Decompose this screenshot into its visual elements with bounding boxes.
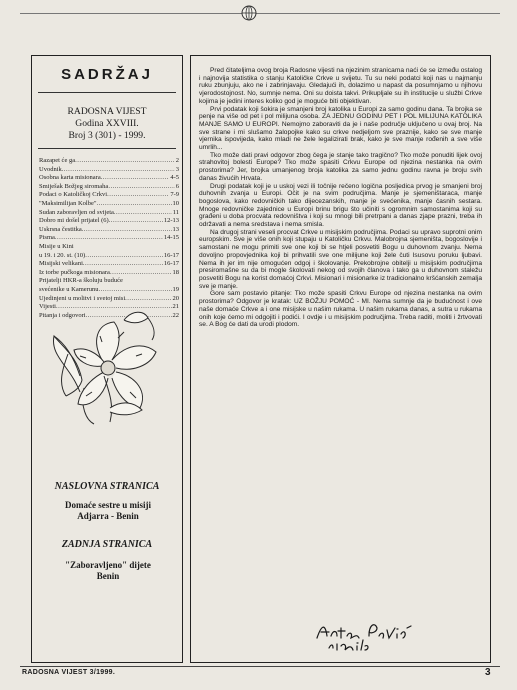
editorial-paragraph: Drugi podatak koji je u uskoj vezi ili točnije rečeno logična posljedica prvog je smanjeni broj duhovnih zvanja u Europi. Očit je na svim područjima. Manje je sjemeništaraca, manje bogoslova, kako redovničkih tako dijecezanskih, manje je svećenika, manje časnih sestara. Mnoge redovničke zajednice u Europi brinu brigu što učiniti s ogromnim samostanima koji su građeni u doba procvata redovništva i koji su mnogi bili pretrpani a danas zjapе prazni, treba ih održavati a nema sredstava i nema smisla. [199, 182, 482, 229]
toc-entry[interactable]: Razapet će ga ..... 2 [39, 157, 179, 166]
contents-heading: SADRŽAJ [61, 66, 153, 83]
toc-entry[interactable]: "Maksimilijan Kolbe" ..... 10 [39, 200, 179, 209]
toc-entry[interactable]: Dobro mi došel prijatel (6) ..... 12-13 [39, 217, 179, 226]
globe-icon [241, 5, 257, 21]
flower-illustration [40, 296, 168, 428]
back-cover-caption: "Zaboravljeno" dijete Benin [65, 560, 151, 581]
page-number: 3 [485, 667, 491, 678]
contents-rule-bottom [38, 148, 176, 149]
front-cover-caption: Domaće sestre u misiji Adjarra - Benin [64, 500, 152, 521]
toc-entry[interactable]: Ujedinjeni u molitvi i svetoj misi ..... 20 [39, 295, 179, 304]
header-rule [20, 13, 500, 14]
toc-entry[interactable]: Uvodnik ..... 3 [39, 166, 179, 175]
contents-rule-top [38, 92, 176, 93]
editorial-text [199, 67, 482, 329]
back-cover-heading: ZADNJA STRANICA [61, 539, 153, 550]
toc-entry[interactable]: Pitanja i odgovori ..... 22 [39, 312, 179, 321]
publication-volume: Godina XXVIII. [75, 118, 139, 129]
footer-publication: RADOSNA VIJEST 3/1999. [22, 669, 116, 676]
toc-entry[interactable]: Misijski velikani ..... 16-17 [39, 260, 179, 269]
toc-entry[interactable]: Iz torbe pučkoga misionara ..... 18 [39, 269, 179, 278]
toc-entry[interactable]: Podaci o Katoličkoj Crkvi ..... 7-9 [39, 191, 179, 200]
toc-entry[interactable]: u 19. i 20. st. (10) ..... 16-17 [39, 252, 179, 261]
toc-entry[interactable]: Uskrsna čestitka ..... 13 [39, 226, 179, 235]
editor-signature [311, 616, 431, 656]
toc-entry[interactable]: Sudan zaboravljen od svijeta ..... 11 [39, 209, 179, 218]
toc-entry[interactable]: Vijesti ..... 21 [39, 303, 179, 312]
publication-name: RADOSNA VIJEST [67, 106, 147, 117]
editorial-paragraph: Pred čitateljima ovog broja Radosne vijesti na njezinim stranicama naći će se između ostalog i najnovija statistika o stanju Katoličke Crkve u svijetu. Tu su neki podatci koji nas u najmanju ruku zbunjuju, ako ne i zabrinjavaju. Gledajući ih, dolazimo u napast da posumnjamo u njihovu vjerodostojnost. No, sumnje nema. Oni su doista takvi. Prikupljale su ih institucije u službi Crkve kojima je jedini interes koliko god je moguće biti objektivan. [199, 67, 482, 105]
toc-entry[interactable]: Osobna karta misionara ..... 4-5 [39, 174, 179, 183]
toc-entry[interactable]: Prijatelji HKR-a školuju buduće [39, 277, 123, 285]
editorial-paragraph: Na drugoj strani veseli procvat Crkve u misijskim područjima. Podaci su upravo suprotni onim europskim. Sve je više onih koji stupaju u Katoličku Crkvu. Malobrojna sjemeništa, bogoslovije i samostani ne mogu primiti sve one koji bi se htjeli posvetiti Bogu u duhovnom zvanju. Nema dovoljno propovjednika koji bi prihvatili sve one milijune koji žele čuti Isusovu poruku ljubavi. Nema ih jer im nije omogućen odgoj i školovanje. Prekobrojne obitelji u misijskim područjima presiromašne su da bi mogle školovati nekog od svojih članova i tako ga u duhovnom staležu posvetiti Bogu na korist domaćoj Crkvi. Misionari i misionarke iz tradicionalno kršćanskih zemalja sve je manje. [199, 228, 482, 290]
toc-entry[interactable]: svećenike u Kamerunu ..... 19 [39, 286, 179, 295]
editorial-paragraph: Prvi podatak koji šokira je smanjeni broj katolika u Europi za samo godinu dana. Ta brojka se penje na više od pet i pol milijuna osoba. ZA JEDNU GODINU PET I POL MILIJUNA KATOLIKA MANJE SAMO U EUROPI. Nemojmo zaboraviti da je i naše područje uključeno u ovaj broj. Na sve strane i mi slušamo žalopojke kako su crkve nedjeljom sve praznije, kako se sve manje vjernika ispovijeda, kako mladi ne žele legalizirati brak, kako je sve manje rođenih a sve više umrlih... [199, 105, 482, 152]
contents-box [31, 55, 183, 663]
editorial-box [190, 55, 491, 663]
front-cover-heading: NASLOVNA STRANICA [54, 481, 160, 492]
toc-entry[interactable]: Misije u Kini [39, 242, 74, 250]
toc-entry[interactable]: Pisma ..... 14-15 [39, 234, 179, 243]
publication-issue: Broj 3 (301) - 1999. [68, 130, 146, 141]
editorial-paragraph: Gore sam postavio pitanje: Tko može spasiti Crkvu Europe od njezina nestanka na ovim prostorima? Odgovor je kratak: UZ BOŽJU POMOĆ - MI. Nema sumnje da je budućnost i ove naše domaće Crkve a i one misijske u našim rukama. U našim rukama danas, a sutra u rukama onih koje ćemo mi odgojiti i podići. I ovdje i u misijskim područjima. Treba raditi, moliti i žrtvovati se. A Bog će dati da urodi plodom. [199, 290, 482, 329]
toc-entry[interactable]: Smiješak Božjeg siromaha ..... 6 [39, 183, 179, 192]
footer-rule [20, 666, 500, 667]
editorial-paragraph: Tko može dati pravi odgovor zbog čega je stanje tako tragično? Tko može ponuditi lijek ovoj strahovitoj bolesti Europe? Tko može spasiti Crkvu Europe od njezina nestanka na ovim prostorima? Jer, brojka umanjenog broja katolika za samo jednu godinu ravna je broju svih danas živućih Hrvata. [199, 151, 482, 182]
